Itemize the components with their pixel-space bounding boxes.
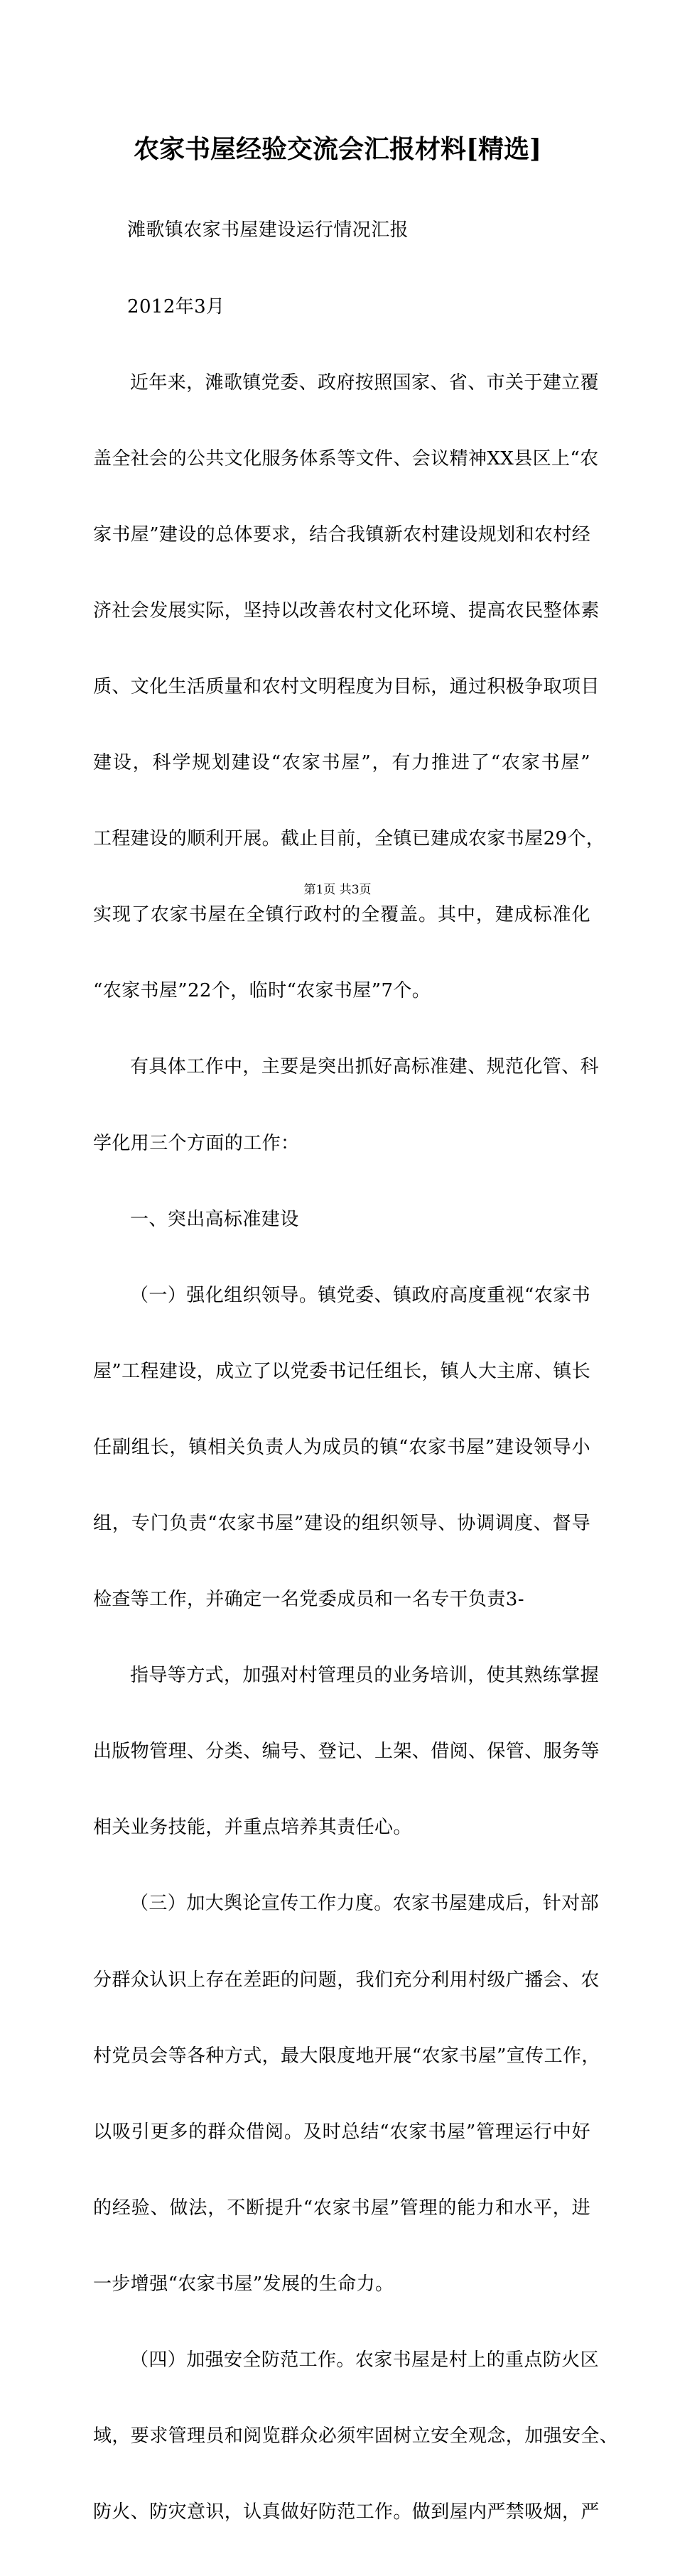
paragraph-line: 一步增强“农家书屋”发展的生命力。 — [93, 2273, 394, 2295]
paragraph-line: 学化用三个方面的工作： — [93, 1132, 300, 1154]
page-footer: 第1页 共3页 — [303, 883, 372, 897]
paragraph-line: 质、文化生活质量和农村文明程度为目标，通过积极争取项目 — [93, 675, 600, 697]
paragraph-line: 屋”工程建设，成立了以党委书记任组长，镇人大主席、镇长 — [93, 1360, 591, 1382]
paragraph-line: （三）加大舆论宣传工作力度。农家书屋建成后，针对部 — [130, 1893, 600, 1915]
section-heading: 一、突出高标准建设 — [130, 1208, 299, 1230]
paragraph-line: 组，专门负责“农家书屋”建设的组织领导、协调调度、督导 — [93, 1513, 590, 1534]
paragraph-line: 的经验、做法，不断提升“农家书屋”管理的能力和水平，进 — [93, 2197, 590, 2219]
date-line: 2012年3月 — [127, 295, 225, 317]
paragraph-line: （一）强化组织领导。镇党委、镇政府高度重视“农家书 — [130, 1284, 590, 1306]
paragraph-line: 检查等工作，并确定一名党委成员和一名专干负责3- — [93, 1589, 524, 1611]
paragraph-line: （四）加强安全防范工作。农家书屋是村上的重点防火区 — [130, 2349, 600, 2371]
paragraph-line: 指导等方式，加强对村管理员的业务培训，使其熟练掌握 — [130, 1665, 600, 1687]
paragraph-line: 域，要求管理员和阅览群众必须牢固树立安全观念，加强安全、 — [93, 2425, 619, 2447]
document-title: 农家书屋经验交流会汇报材料[精选] — [133, 134, 542, 164]
paragraph-line: 工程建设的顺利开展。截止目前，全镇已建成农家书屋29个， — [93, 828, 605, 850]
paragraph-line: 济社会发展实际，坚持以改善农村文化环境、提高农民整体素 — [93, 599, 600, 621]
paragraph-line: 有具体工作中，主要是突出抓好高标准建、规范化管、科 — [130, 1056, 600, 1078]
paragraph-line: 建设，科学规划建设“农家书屋”，有力推进了“农家书屋” — [93, 752, 590, 774]
paragraph-line: 防火、防灾意识，认真做好防范工作。做到屋内严禁吸烟，严 — [93, 2501, 600, 2523]
document-body — [93, 168, 619, 2576]
paragraph-line: 近年来，滩歌镇党委、政府按照国家、省、市关于建立覆 — [130, 371, 600, 393]
paragraph-line: 分群众认识上存在差距的问题，我们充分利用村级广播会、农 — [93, 1969, 600, 1991]
paragraph-line: 任副组长，镇相关负责人为成员的镇“农家书屋”建设领导小 — [93, 1436, 590, 1458]
paragraph-line: 相关业务技能，并重点培养其责任心。 — [93, 1817, 412, 1839]
subtitle-line: 滩歌镇农家书屋建设运行情况汇报 — [127, 219, 409, 241]
paragraph-line: 盖全社会的公共文化服务体系等文件、会议精神XX县区上“农 — [93, 447, 599, 469]
paragraph-line: 村党员会等各种方式，最大限度地开展“农家书屋”宣传工作， — [93, 2045, 600, 2067]
paragraph-line: 以吸引更多的群众借阅。及时总结“农家书屋”管理运行中好 — [93, 2121, 590, 2143]
paragraph-line: 出版物管理、分类、编号、登记、上架、借阅、保管、服务等 — [93, 1741, 600, 1763]
paragraph-line: 实现了农家书屋在全镇行政村的全覆盖。其中，建成标准化 — [93, 904, 590, 926]
paragraph-line: “农家书屋”22个，临时“农家书屋”7个。 — [93, 980, 431, 1002]
paragraph-line: 家书屋”建设的总体要求，结合我镇新农村建设规划和农村经 — [93, 523, 591, 545]
